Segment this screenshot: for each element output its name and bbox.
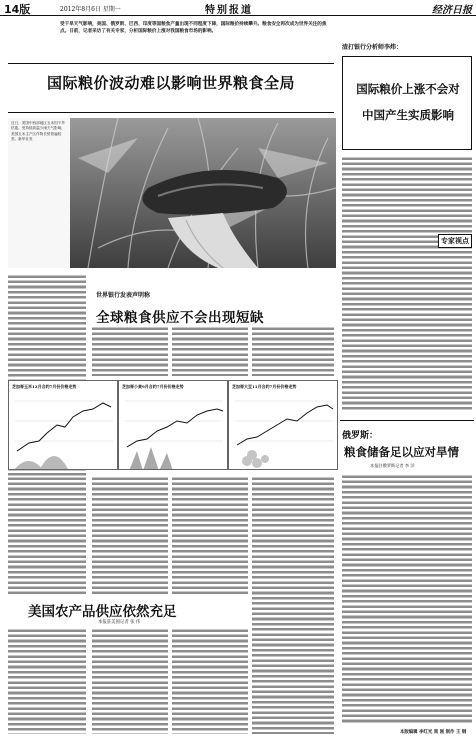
- article-column: [172, 476, 248, 594]
- us-story-headline: 美国农产品供应依然充足: [28, 604, 177, 620]
- article-column: [252, 476, 334, 734]
- soybean-chart-graphic: [229, 381, 338, 470]
- section-name: 特别报道: [205, 5, 253, 16]
- corn-price-chart: [8, 380, 118, 470]
- corn-chart-graphic: [9, 381, 118, 470]
- standard-chartered-headline-line1: 国际粮价上涨不会对: [356, 82, 460, 96]
- page-header: [0, 0, 476, 16]
- photo-caption: 近日，美国中西部地区玉米因干旱枯萎。受持续高温少雨天气影响，美国玉米主产区作物长势普遍较差。新华社发: [8, 118, 70, 268]
- russia-byline: 本报驻俄罗斯记者 李 洋: [370, 463, 415, 468]
- soybean-price-chart: [228, 380, 338, 470]
- article-column: [172, 628, 248, 734]
- main-headline: 国际粮价波动难以影响世界粮食全局: [46, 74, 295, 92]
- world-bank-kicker: 世界银行发表声明称: [96, 292, 151, 299]
- wheat-price-chart: [118, 380, 228, 470]
- article-column: [8, 628, 86, 734]
- article-column: [92, 628, 168, 734]
- page-number: 14版: [4, 3, 31, 16]
- article-column: [8, 476, 86, 594]
- expert-view-badge: 专家视点: [438, 234, 472, 248]
- standard-chartered-headline-line2: 中国产生实质影响: [362, 108, 454, 122]
- editors-credit: 本版编辑 李红光 周 刚 制作 王 钢: [400, 730, 467, 735]
- russia-headline: 粮食储备足以应对旱情: [344, 445, 459, 459]
- article-column: [252, 326, 334, 376]
- divider: [8, 63, 334, 64]
- issue-date: 2012年8月6日 星期一: [60, 6, 121, 13]
- article-column: [92, 476, 168, 594]
- standard-chartered-kicker: 渣打银行分析师李炜：: [342, 44, 403, 51]
- article-column: [342, 474, 472, 724]
- standard-chartered-headline-box: [342, 56, 472, 150]
- wheat-chart-graphic: [119, 381, 228, 470]
- chart-title: 芝加哥大豆11月合约7月份价格走势: [232, 384, 297, 389]
- article-column: [92, 326, 168, 376]
- newspaper-name: 经济日报: [432, 5, 472, 16]
- divider: [340, 420, 474, 421]
- lead-paragraph: 受干旱天气影响，美国、俄罗斯、巴西、印度等国粮食产量出现不同程度下降，国际粮价持续攀升。粮食安全再次成为世界关注的焦点。日前，记者采访了有关专家，分析国际粮价上涨对我国粮食市场的影响。: [60, 22, 327, 34]
- article-column: [342, 156, 472, 410]
- world-bank-headline: 全球粮食供应不会出现短缺: [96, 310, 264, 326]
- us-story-byline: 本报驻美国记者 张 伟: [98, 620, 141, 625]
- chart-title: 芝加哥小麦9月合约7月份价格走势: [122, 384, 184, 389]
- divider: [8, 112, 334, 113]
- chart-title: 芝加哥玉米12月合约7月份价格走势: [12, 384, 77, 389]
- russia-kicker: 俄罗斯：: [342, 431, 379, 441]
- article-column: [172, 326, 248, 376]
- right-column: [340, 20, 474, 736]
